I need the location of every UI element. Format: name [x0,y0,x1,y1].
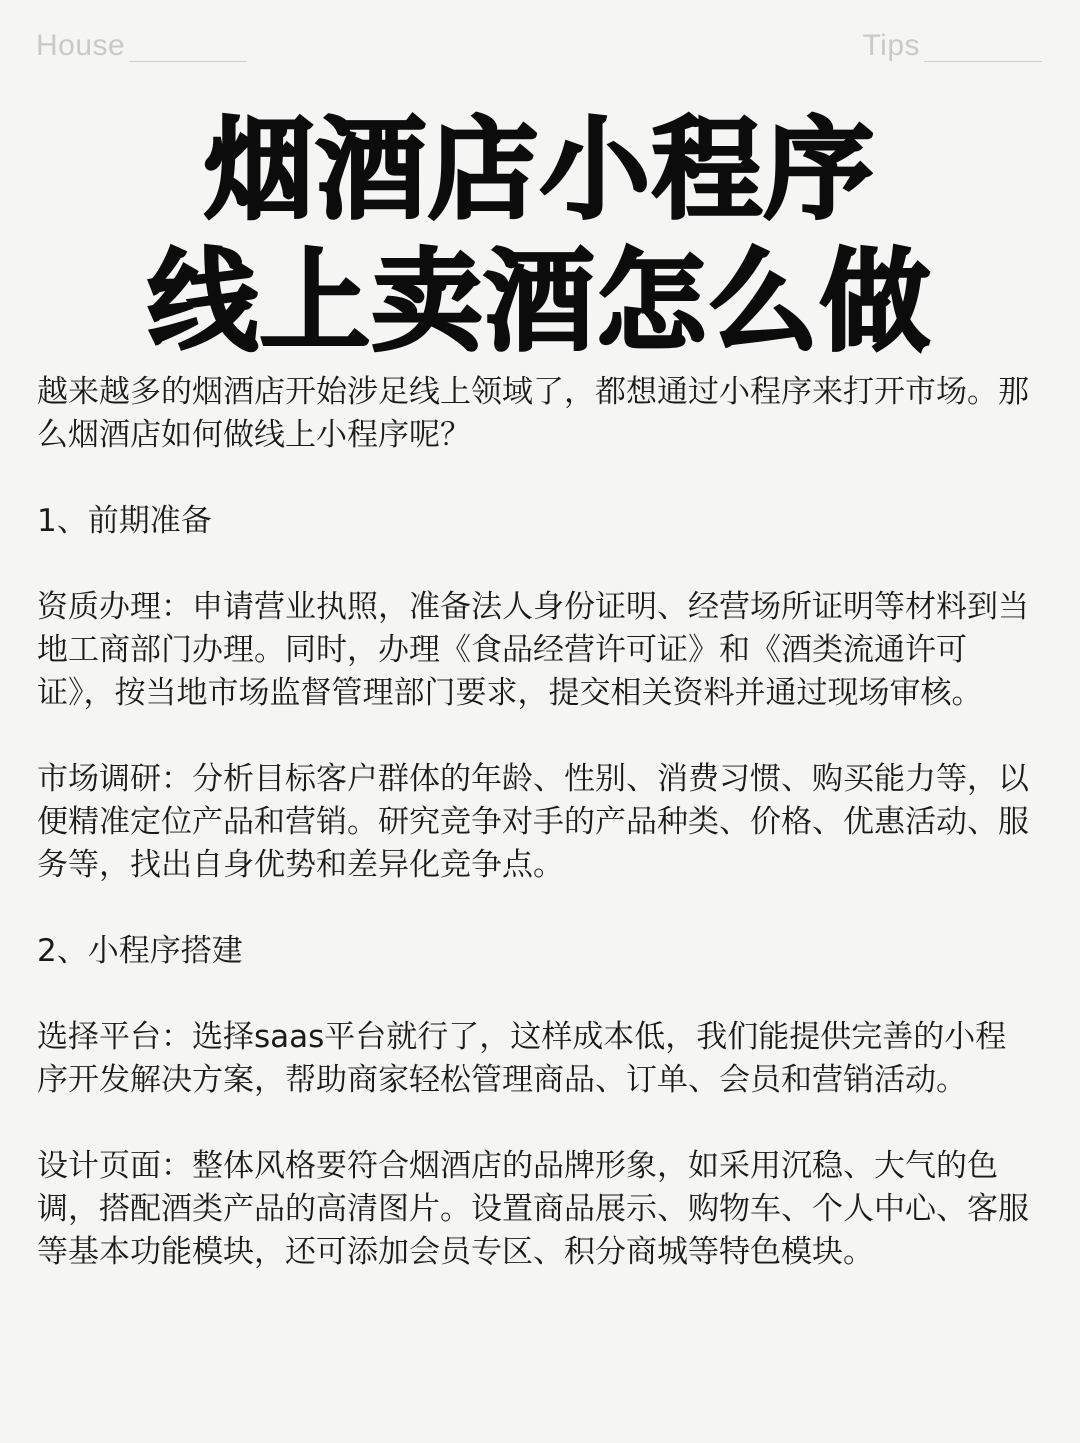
intro-paragraph: 越来越多的烟酒店开始涉足线上领域了，都想通过小程序来打开市场。那么烟酒店如何做线上小程序呢？ [37,374,1029,453]
house-tag [36,26,247,66]
section-2-heading: 2、小程序搭建 [37,933,243,969]
tips-tag-underline [924,61,1042,62]
section-1-heading: 1、前期准备 [37,503,212,539]
tips-tag-label: Tips [862,29,920,62]
header-bar [36,26,1042,66]
section-2-paragraph-platform: 选择平台：选择saas平台就行了，这样成本低，我们能提供完善的小程序开发解决方案，帮助商家轻松管理商品、订单、会员和营销活动。 [37,1019,1007,1098]
section-2-paragraph-page-design: 设计页面：整体风格要符合烟酒店的品牌形象，如采用沉稳、大气的色调，搭配酒类产品的高清图片。设置商品展示、购物车、个人中心、客服等基本功能模块，还可添加会员专区、积分商城等特色模块。 [37,1148,1029,1270]
article-body [37,371,1037,1317]
title-line-2: 线上卖酒怎么做 [148,238,932,366]
house-tag-underline [129,61,247,62]
house-tag-label: House [36,29,126,62]
section-1-paragraph-market-research: 市场调研：分析目标客户群体的年龄、性别、消费习惯、购买能力等，以便精准定位产品和营销。研究竞争对手的产品种类、价格、优惠活动、服务等，找出自身优势和差异化竞争点。 [37,761,1029,883]
tips-tag [862,26,1042,66]
page-title [0,104,1080,368]
section-1-paragraph-qualification: 资质办理：申请营业执照，准备法人身份证明、经营场所证明等材料到当地工商部门办理。同时，办理《食品经营许可证》和《酒类流通许可证》，按当地市场监督管理部门要求，提交相关资料并通过现场审核。 [37,589,1029,711]
title-line-1: 烟酒店小程序 [204,106,876,234]
